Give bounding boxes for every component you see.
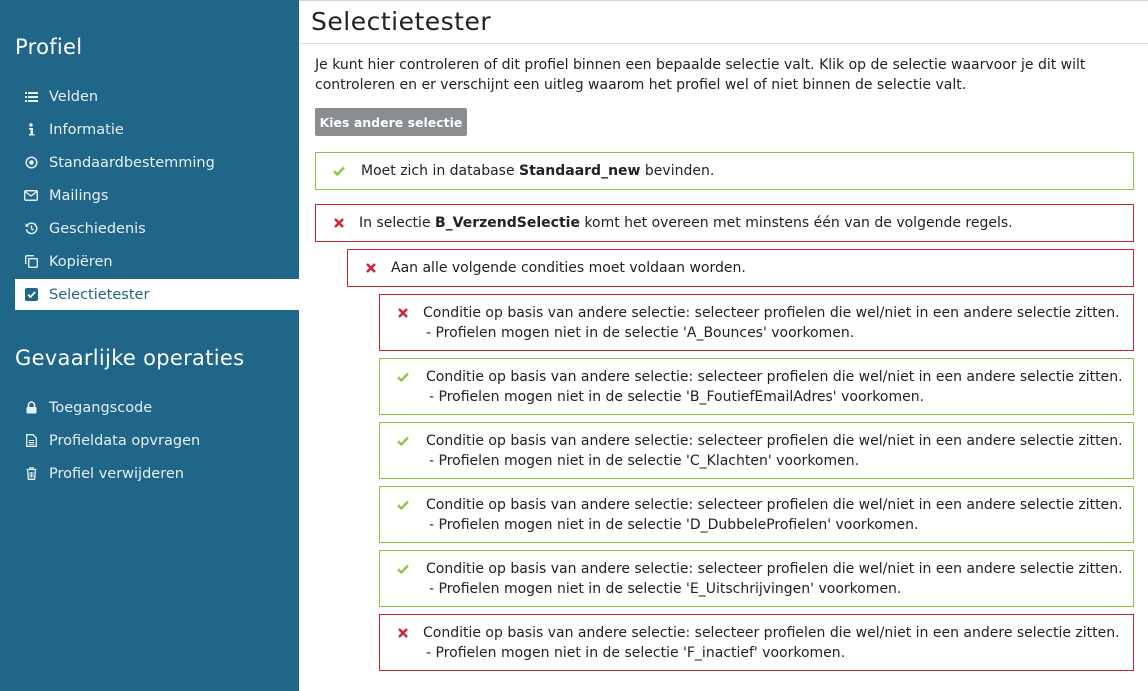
sidebar-item-mailings[interactable] bbox=[15, 179, 299, 212]
sidebar-item-label: Informatie bbox=[49, 121, 124, 138]
condition-f-inactief bbox=[379, 614, 1134, 671]
sidebar-item-label: Velden bbox=[49, 88, 99, 105]
sidebar-menu-profiel bbox=[15, 80, 299, 311]
sidebar-section-title-gevaarlijk: Gevaarlijke operaties bbox=[15, 346, 245, 370]
condition-description: Conditie op basis van andere selectie: selecteer profielen die wel/niet in een andere selectie zitten. bbox=[426, 433, 1123, 449]
sidebar-item-label: Selectietester bbox=[49, 286, 150, 303]
main-content bbox=[299, 0, 1148, 691]
result-selection-post: komt het overeen met minstens één van de volgende regels. bbox=[579, 215, 1013, 231]
sidebar-item-kopieren[interactable] bbox=[15, 245, 299, 278]
cross-icon bbox=[333, 213, 345, 233]
lock-icon bbox=[24, 401, 38, 415]
result-selection-name: B_VerzendSelectie bbox=[435, 215, 580, 231]
result-database-text bbox=[361, 161, 714, 189]
sidebar-item-selectietester[interactable] bbox=[15, 279, 299, 310]
condition-text bbox=[426, 431, 1123, 478]
condition-detail: - Profielen mogen niet in de selectie 'C_Klachten' voorkomen. bbox=[429, 453, 860, 469]
condition-description: Conditie op basis van andere selectie: selecteer profielen die wel/niet in een andere selectie zitten. bbox=[423, 625, 1120, 641]
trash-icon bbox=[24, 467, 38, 481]
result-database bbox=[315, 152, 1134, 190]
info-icon bbox=[24, 123, 38, 137]
result-database-post: bevinden. bbox=[640, 163, 715, 179]
list-icon bbox=[24, 90, 38, 104]
result-selection-pre: In selectie bbox=[359, 215, 436, 231]
sidebar-item-geschiedenis[interactable] bbox=[15, 212, 299, 245]
condition-a-bounces bbox=[379, 294, 1134, 351]
sidebar-item-toegangscode[interactable] bbox=[15, 391, 299, 424]
sidebar-section-title-profiel: Profiel bbox=[15, 35, 83, 59]
condition-c-klachten bbox=[379, 422, 1134, 479]
copy-icon bbox=[24, 255, 38, 269]
sidebar-item-label: Kopiëren bbox=[49, 253, 113, 270]
title-divider bbox=[299, 43, 1148, 44]
sidebar-item-label: Profiel verwijderen bbox=[49, 465, 184, 482]
sidebar-item-informatie[interactable] bbox=[15, 113, 299, 146]
condition-detail: - Profielen mogen niet in de selectie 'A_Bounces' voorkomen. bbox=[426, 325, 855, 341]
condition-text bbox=[426, 559, 1123, 606]
sidebar-item-profiel-verwijderen[interactable] bbox=[15, 457, 299, 490]
check-icon bbox=[397, 431, 409, 451]
condition-description: Conditie op basis van andere selectie: selecteer profielen die wel/niet in een andere selectie zitten. bbox=[423, 305, 1120, 321]
sidebar-item-velden[interactable] bbox=[15, 80, 299, 113]
sidebar-item-label: Profieldata opvragen bbox=[49, 432, 201, 449]
cross-icon bbox=[365, 258, 377, 278]
sidebar-item-label: Standaardbestemming bbox=[49, 154, 215, 171]
condition-detail: - Profielen mogen niet in de selectie 'F_inactief' voorkomen. bbox=[426, 645, 846, 661]
result-selection bbox=[315, 204, 1134, 242]
condition-detail: - Profielen mogen niet in de selectie 'B_FoutiefEmailAdres' voorkomen. bbox=[429, 389, 925, 405]
condition-b-foutiefemailadres bbox=[379, 358, 1134, 415]
sidebar-item-label: Toegangscode bbox=[49, 399, 153, 416]
sidebar-item-label: Geschiedenis bbox=[49, 220, 146, 237]
condition-d-dubbeleprofielen bbox=[379, 486, 1134, 543]
intro-text: Je kunt hier controleren of dit profiel binnen een bepaalde selectie valt. Klik op de selectie waarvoor je dit wilt controleren en er verschijnt een uitleg waarom het profiel wel of niet binnen de selectie valt. bbox=[315, 57, 1086, 93]
condition-e-uitschrijvingen bbox=[379, 550, 1134, 607]
condition-detail: - Profielen mogen niet in de selectie 'E_Uitschrijvingen' voorkomen. bbox=[429, 581, 902, 597]
check-icon bbox=[397, 367, 409, 387]
condition-text bbox=[426, 367, 1123, 414]
target-icon bbox=[24, 156, 38, 170]
condition-description: Conditie op basis van andere selectie: selecteer profielen die wel/niet in een andere selectie zitten. bbox=[426, 497, 1123, 513]
envelope-icon bbox=[24, 189, 38, 203]
checkbox-icon bbox=[24, 288, 38, 302]
cross-icon bbox=[397, 303, 409, 323]
condition-description: Conditie op basis van andere selectie: selecteer profielen die wel/niet in een andere selectie zitten. bbox=[426, 369, 1123, 385]
sidebar-item-profieldata-opvragen[interactable] bbox=[15, 424, 299, 457]
check-icon bbox=[397, 495, 409, 515]
condition-text bbox=[423, 623, 1120, 670]
document-icon bbox=[24, 434, 38, 448]
sidebar-menu-gevaarlijk bbox=[15, 391, 299, 490]
sidebar bbox=[0, 0, 299, 691]
cross-icon bbox=[397, 623, 409, 643]
result-database-name: Standaard_new bbox=[519, 163, 641, 179]
result-database-pre: Moet zich in database bbox=[361, 163, 520, 179]
check-icon bbox=[333, 161, 345, 181]
condition-detail: - Profielen mogen niet in de selectie 'D_DubbeleProfielen' voorkomen. bbox=[429, 517, 919, 533]
result-group-text: Aan alle volgende condities moet voldaan worden. bbox=[391, 260, 746, 276]
result-group bbox=[347, 249, 1134, 287]
choose-other-selection-button[interactable]: Kies andere selectie bbox=[315, 108, 467, 136]
sidebar-item-label: Mailings bbox=[49, 187, 109, 204]
page-title: Selectietester bbox=[311, 7, 492, 36]
result-selection-text bbox=[359, 213, 1013, 241]
condition-text bbox=[423, 303, 1120, 350]
history-icon bbox=[24, 222, 38, 236]
check-icon bbox=[397, 559, 409, 579]
condition-description: Conditie op basis van andere selectie: selecteer profielen die wel/niet in een andere selectie zitten. bbox=[426, 561, 1123, 577]
sidebar-item-standaardbestemming[interactable] bbox=[15, 146, 299, 179]
condition-text bbox=[426, 495, 1123, 542]
